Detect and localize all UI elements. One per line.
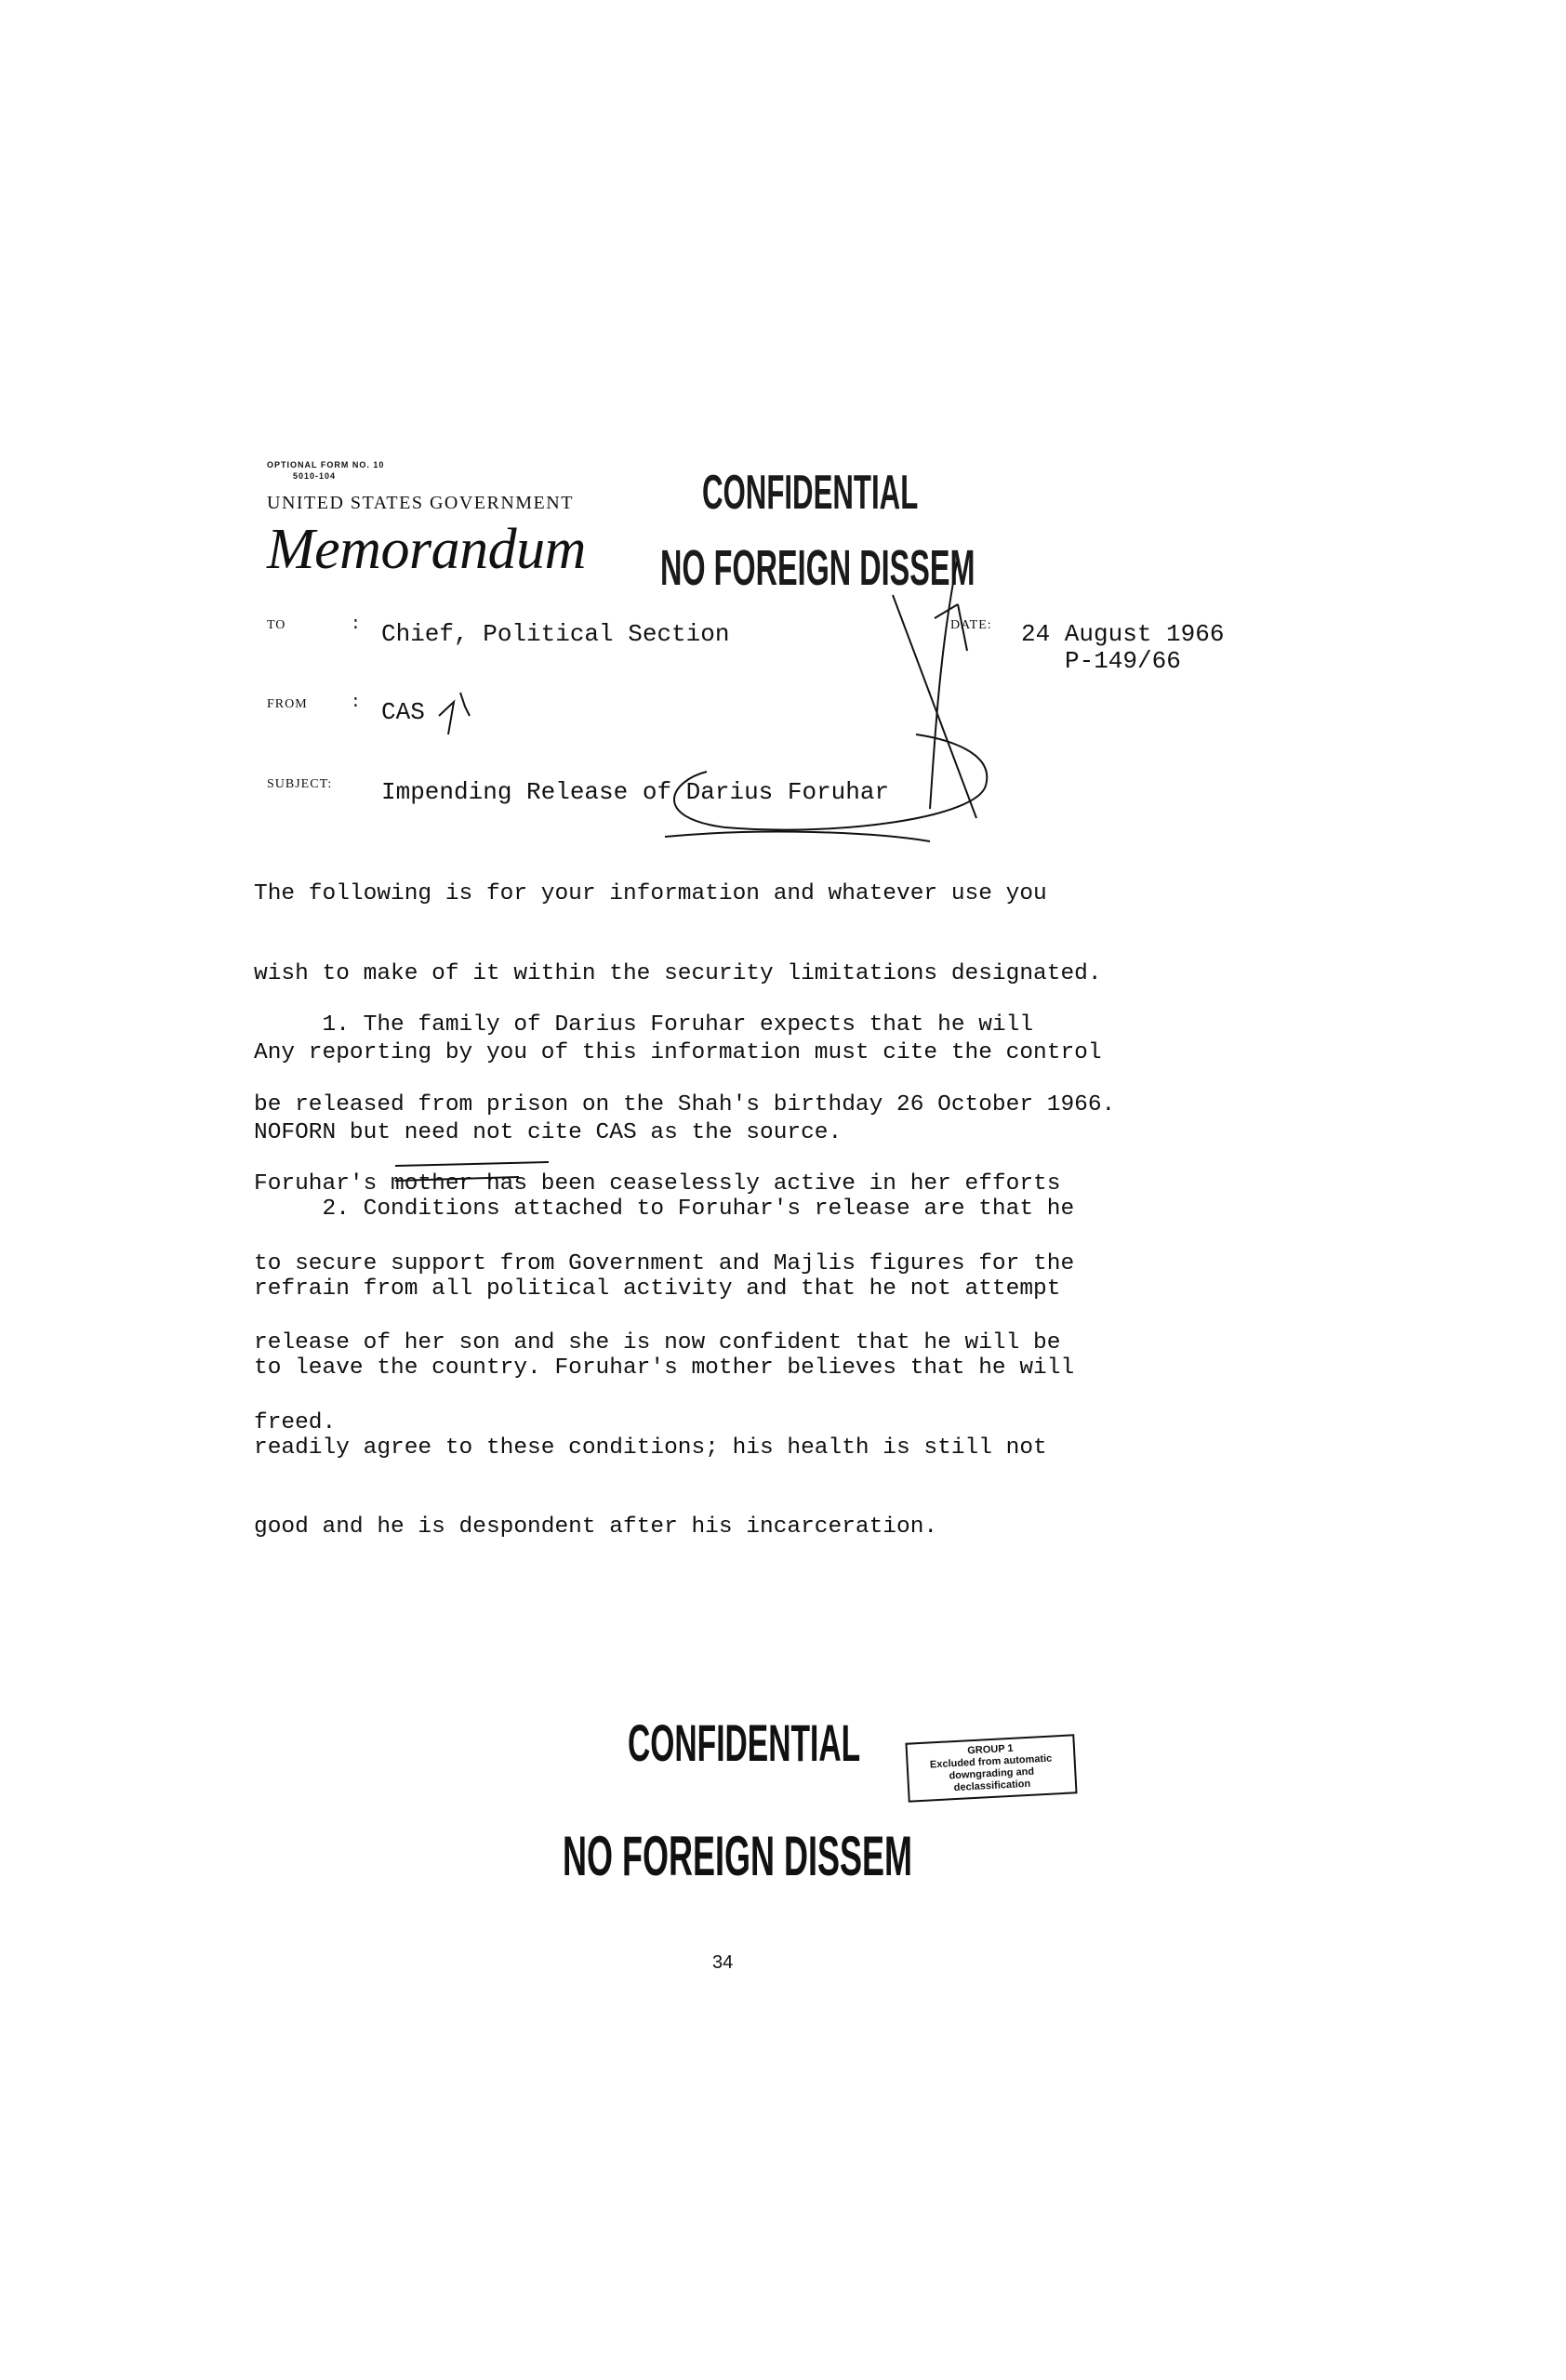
date-label: DATE: [950, 618, 992, 632]
form-number-line2: 5010-104 [293, 471, 337, 481]
date-value: 24 August 1966 [1021, 620, 1225, 648]
subject-label: SUBJECT: [267, 777, 333, 791]
handwritten-check [935, 604, 967, 651]
to-value: Chief, Political Section [381, 620, 730, 648]
stamp-no-foreign-bottom: NO FOREIGN DISSEM [563, 1825, 913, 1887]
group-stamp-line: Excluded from automatic [929, 1752, 1053, 1771]
stamp-confidential-bottom: CONFIDENTIAL [628, 1713, 861, 1772]
handwritten-slash [930, 558, 958, 809]
stamp-no-foreign-top: NO FOREIGN DISSEM [660, 540, 975, 596]
group-stamp-line: downgrading and [949, 1765, 1035, 1782]
stamp-confidential-top: CONFIDENTIAL [702, 466, 919, 520]
declassification-group-stamp [905, 1734, 1077, 1802]
handwritten-loop [674, 734, 987, 830]
from-label: FROM [267, 697, 308, 711]
page-number: 34 [712, 1952, 734, 1973]
intro-line: The following is for your information and whatever use you [254, 881, 1047, 906]
group-stamp-line: GROUP 1 [967, 1742, 1014, 1757]
to-colon: : [351, 615, 361, 634]
from-value: CAS [381, 698, 425, 726]
paragraph-2-line: refrain from all political activity and that he not attempt [254, 1276, 1061, 1302]
paragraph-1-line: be released from prison on the Shah's birthday 26 October 1966. [254, 1091, 1116, 1117]
intro-line: wish to make of it within the security limitations designated. [254, 960, 1102, 986]
paragraph-1-line: release of her son and she is now confident that he will be [254, 1330, 1061, 1355]
paragraph-2-line: to leave the country. Foruhar's mother believes that he will [254, 1355, 1075, 1381]
handwritten-stroke-2 [893, 595, 976, 818]
paragraph-1-line: 1. The family of Darius Foruhar expects that he will [254, 1012, 1034, 1038]
reference-number: P-149/66 [1065, 647, 1181, 675]
handwritten-initials [439, 693, 470, 734]
from-colon: : [351, 694, 361, 712]
form-number-line1: OPTIONAL FORM NO. 10 [267, 460, 385, 469]
paragraph-2 [254, 1144, 1074, 1567]
subject-value: Impending Release of Darius Foruhar [381, 778, 890, 806]
paragraph-1-line: Foruhar's mother has been ceaselessly active in her efforts [254, 1171, 1061, 1197]
paragraph-1-line: freed. [254, 1409, 337, 1435]
group-stamp-line: declassification [953, 1778, 1031, 1794]
paragraph-2-line: 2. Conditions attached to Foruhar's release are that he [254, 1197, 1075, 1222]
paragraph-1-line: to secure support from Government and Majlis figures for the [254, 1250, 1075, 1276]
memo-title: Memorandum [267, 518, 586, 581]
paragraph-2-line: readily agree to these conditions; his health is still not [254, 1435, 1047, 1461]
intro-line: Any reporting by you of this information must cite the control [254, 1040, 1102, 1065]
government-heading: UNITED STATES GOVERNMENT [267, 493, 574, 513]
to-label: TO [267, 618, 286, 632]
intro-line: NOFORN but need not cite CAS as the source. [254, 1119, 843, 1145]
paragraph-2-line: good and he is despondent after his incarceration. [254, 1514, 938, 1540]
